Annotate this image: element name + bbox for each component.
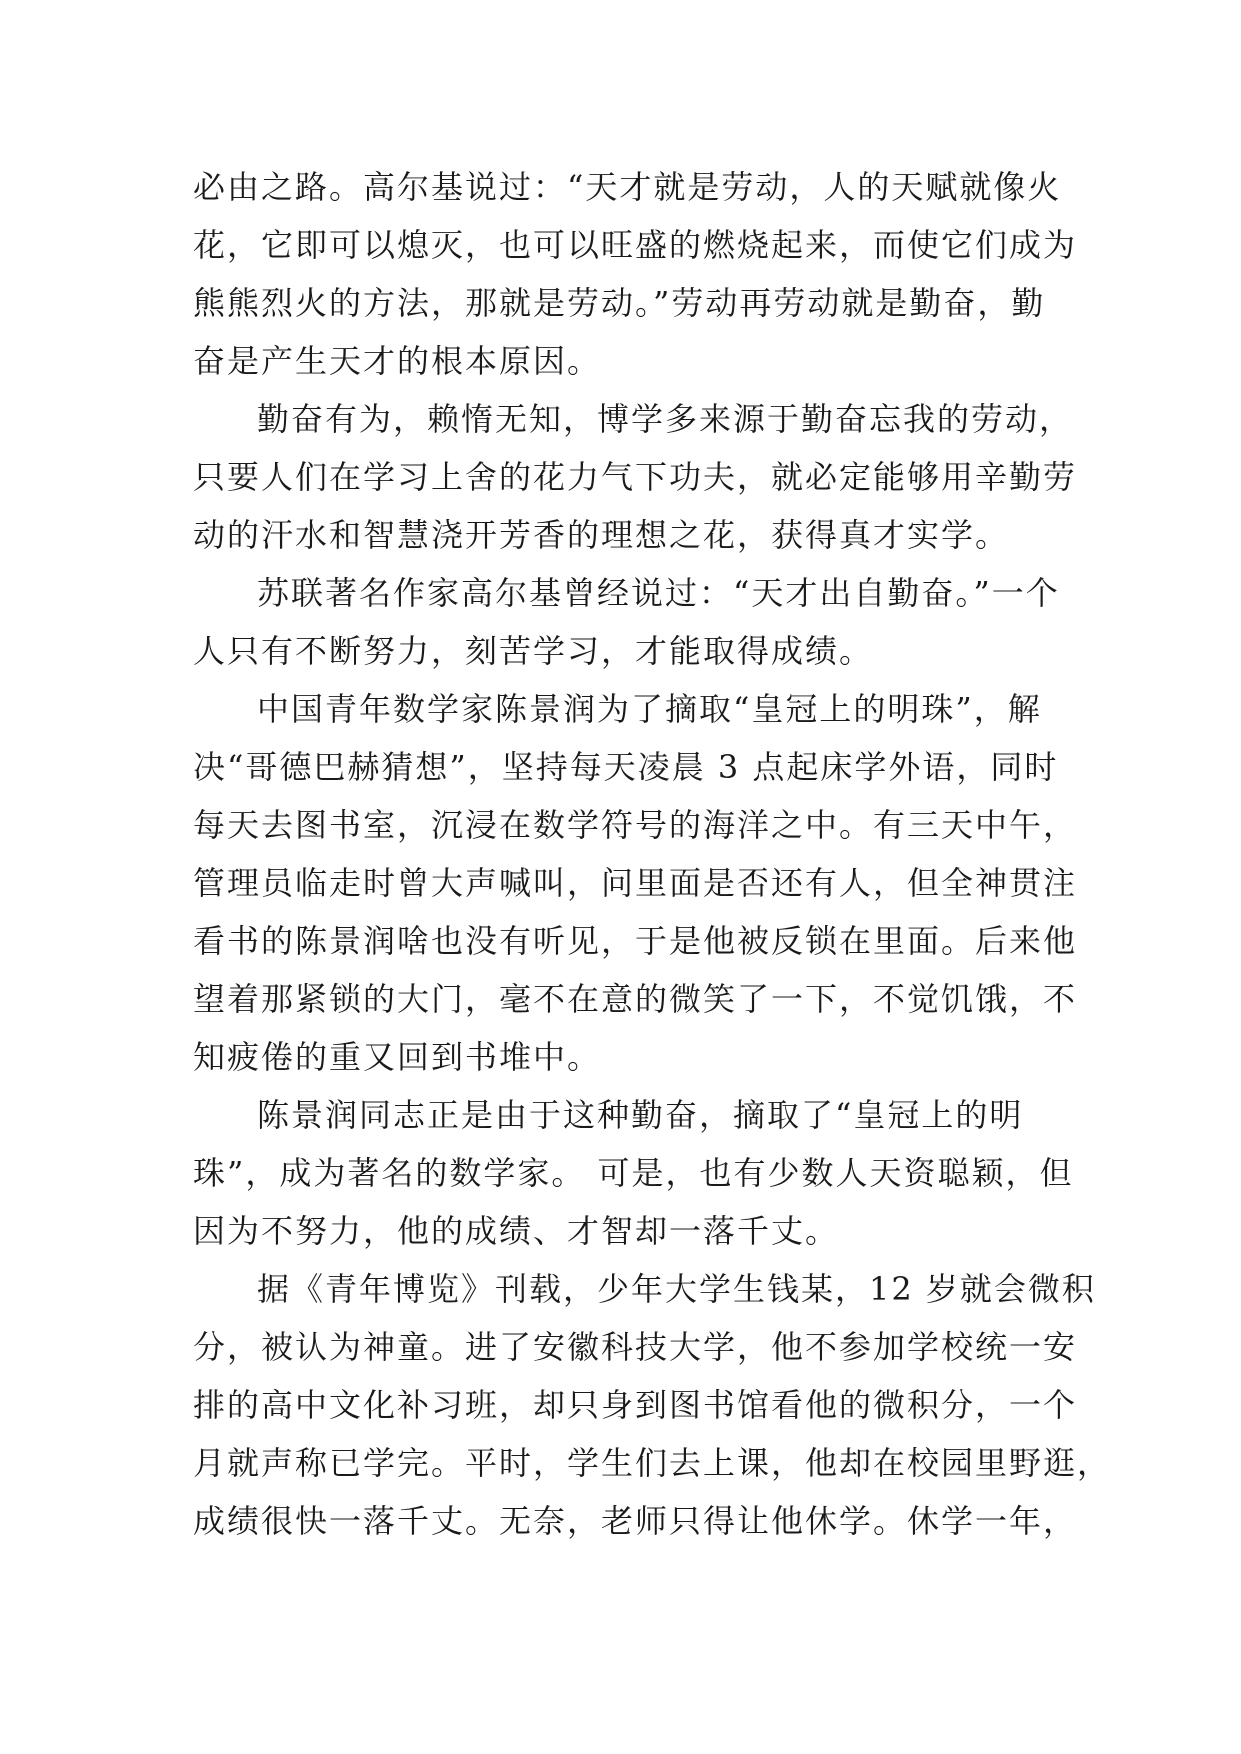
text-line: 动的汗水和智慧浇开芳香的理想之花，获得真才实学。 — [193, 516, 1010, 554]
paragraph-first-line: 勤奋有为，赖惰无知，博学多来源于勤奋忘我的劳动， — [257, 400, 1074, 438]
text-line: 月就声称已学完。平时，学生们去上课，他却在校园里野逛， — [193, 1444, 1112, 1482]
body-text — [193, 158, 1112, 1550]
text-line: 看书的陈景润啥也没有听见，于是他被反锁在里面。后来他 — [193, 922, 1078, 960]
text-line: 必由之路。高尔基说过：“天才就是劳动，人的天赋就像火 — [193, 168, 1062, 206]
text-line: 成绩很快一落千丈。无奈，老师只得让他休学。休学一年， — [193, 1502, 1078, 1540]
text-line: 分，被认为神童。进了安徽科技大学，他不参加学校统一安 — [193, 1328, 1078, 1366]
text-line: 望着那紧锁的大门，毫不在意的微笑了一下，不觉饥饿，不 — [193, 980, 1078, 1018]
text-line: 知疲倦的重又回到书堆中。 — [193, 1038, 602, 1076]
text-line: 珠”，成为著名的数学家。 可是，也有少数人天资聪颖，但 — [193, 1154, 1074, 1192]
text-line: 因为不努力，他的成绩、才智却一落千丈。 — [193, 1212, 840, 1250]
text-line: 熊熊烈火的方法，那就是劳动。”劳动再劳动就是勤奋，勤 — [193, 284, 1046, 322]
text-line: 排的高中文化补习班，却只身到图书馆看他的微积分，一个 — [193, 1386, 1078, 1424]
text-line: 管理员临走时曾大声喊叫，问里面是否还有人，但全神贯注 — [193, 864, 1078, 902]
text-line: 决“哥德巴赫猜想”，坚持每天凌晨 3 点起床学外语，同时 — [193, 748, 1059, 786]
text-line: 奋是产生天才的根本原因。 — [193, 342, 602, 380]
paragraph-first-line: 中国青年数学家陈景润为了摘取“皇冠上的明珠”，解 — [257, 690, 1042, 728]
text-line: 每天去图书室，沉浸在数学符号的海洋之中。有三天中午， — [193, 806, 1078, 844]
text-line: 只要人们在学习上舍的花力气下功夫，就必定能够用辛勤劳 — [193, 458, 1078, 496]
paragraph-first-line: 陈景润同志正是由于这种勤奋，摘取了“皇冠上的明 — [257, 1096, 1024, 1134]
paragraph-first-line: 据《青年博览》刊载，少年大学生钱某，12 岁就会微积 — [257, 1270, 1096, 1308]
paragraph-first-line: 苏联著名作家高尔基曾经说过：“天才出自勤奋。”一个 — [257, 574, 1060, 612]
text-line: 花，它即可以熄灭，也可以旺盛的燃烧起来，而使它们成为 — [193, 226, 1078, 264]
text-line: 人只有不断努力，刻苦学习，才能取得成绩。 — [193, 632, 874, 670]
